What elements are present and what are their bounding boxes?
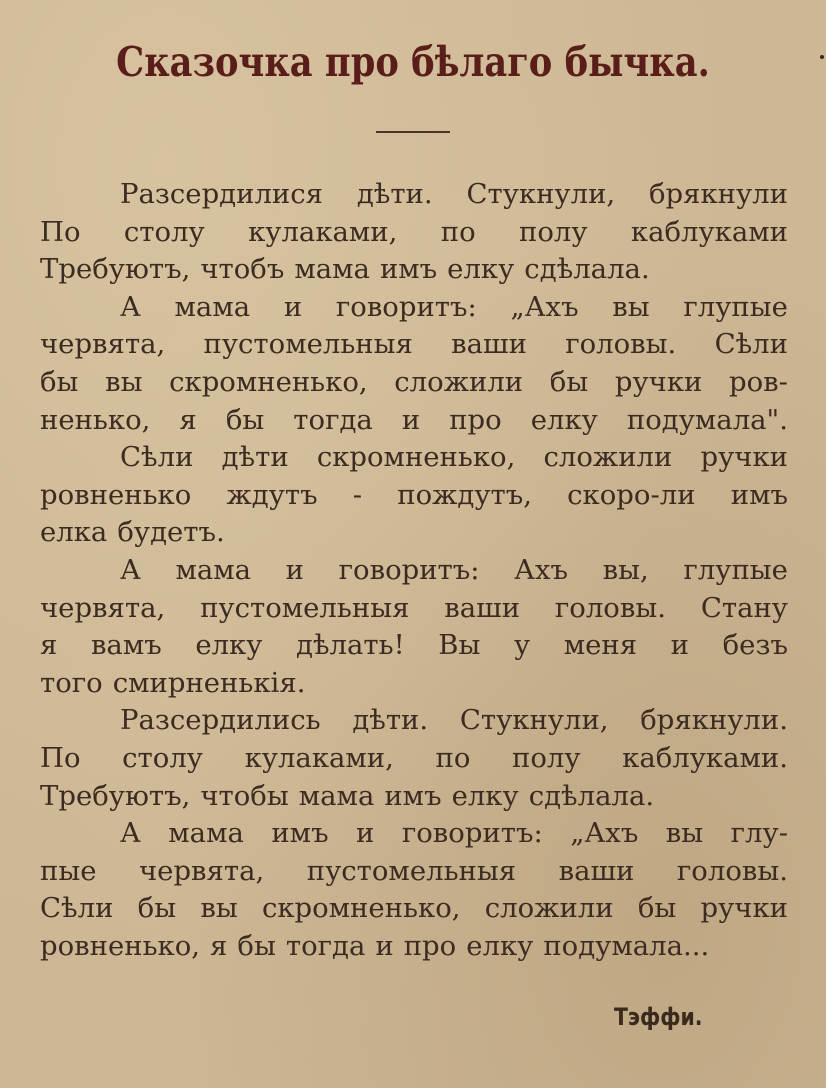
word: дѣти. xyxy=(356,178,433,210)
word: елка xyxy=(40,516,108,549)
word: Разсердились xyxy=(120,704,321,737)
word: скромненько, xyxy=(169,365,368,398)
word: говоритъ: xyxy=(338,553,480,586)
word: елку xyxy=(447,253,515,286)
word: ровненько xyxy=(40,478,192,511)
word: брякнули. xyxy=(640,704,788,737)
text-line xyxy=(40,665,788,703)
word: мама xyxy=(175,553,252,586)
word: елку xyxy=(451,779,519,812)
word: глупые xyxy=(683,553,788,586)
word: я xyxy=(179,403,197,436)
word: Стану xyxy=(700,591,788,624)
word: подумала... xyxy=(543,929,710,962)
word: говоритъ: xyxy=(401,817,543,850)
word: мама xyxy=(298,779,375,812)
word: и xyxy=(375,929,394,962)
text-line xyxy=(40,326,788,364)
word: По xyxy=(40,215,81,248)
word: дѣти. xyxy=(352,704,429,737)
word: столу xyxy=(122,741,203,774)
word: каблуками. xyxy=(622,741,788,774)
text-line xyxy=(40,815,788,853)
text-line xyxy=(40,627,788,665)
word: Требуютъ, xyxy=(40,779,191,812)
text-line xyxy=(40,552,788,590)
word: глу- xyxy=(730,817,788,850)
word: дѣлать! xyxy=(296,629,405,662)
text-line xyxy=(40,289,788,327)
word: полу xyxy=(511,741,581,774)
word: червята, xyxy=(40,591,166,624)
word: пустомельныя xyxy=(203,328,413,361)
word: бы xyxy=(225,403,265,436)
word: Сѣли xyxy=(714,328,788,361)
text-line xyxy=(40,477,788,515)
word: мама xyxy=(294,253,370,286)
title-divider xyxy=(376,131,450,133)
word: про xyxy=(403,929,457,962)
word: и xyxy=(356,817,375,850)
word: у xyxy=(513,629,531,662)
word: елку xyxy=(466,929,534,962)
word: пустомельныя xyxy=(306,854,517,887)
word: тогда xyxy=(285,929,366,962)
word: „Ахъ xyxy=(510,290,579,323)
text-line xyxy=(40,778,788,816)
text-line xyxy=(40,890,788,928)
word: имъ xyxy=(730,478,788,511)
word: того xyxy=(40,666,103,699)
word: глупые xyxy=(683,290,788,323)
story-text xyxy=(40,176,788,965)
word: головы. xyxy=(554,591,666,624)
word: ваши xyxy=(558,854,635,887)
word: вы xyxy=(612,290,650,323)
word: сложили xyxy=(394,365,524,398)
word: ручки xyxy=(700,892,788,925)
word: По xyxy=(40,741,81,774)
word: безъ xyxy=(722,629,788,662)
page-title: Сказочка про бѣлаго бычка. xyxy=(116,38,710,86)
word: бы xyxy=(40,365,79,398)
text-line xyxy=(40,439,788,477)
word: вы xyxy=(665,817,704,850)
text-line xyxy=(40,514,788,552)
word: А xyxy=(120,553,141,586)
word: мама xyxy=(168,817,244,850)
word: ваши xyxy=(444,591,521,624)
word: вы xyxy=(105,365,143,398)
word: елку xyxy=(195,629,263,662)
word: Ахъ xyxy=(514,553,569,586)
word: и xyxy=(401,403,421,436)
word: вы, xyxy=(602,553,649,586)
word: чтобы xyxy=(200,779,289,812)
word: Вы xyxy=(438,629,481,662)
word: Стукнули, xyxy=(466,178,616,210)
word: сдѣлала. xyxy=(528,779,655,812)
word: - xyxy=(352,478,363,511)
word: по xyxy=(440,215,476,248)
word: имъ xyxy=(379,253,438,286)
word: бы xyxy=(137,892,177,925)
text-line xyxy=(40,928,788,966)
word: ручки xyxy=(700,441,788,474)
word: А xyxy=(120,817,141,850)
word: пождутъ, xyxy=(397,478,532,511)
text-line xyxy=(40,214,788,252)
word: ждутъ xyxy=(226,478,318,511)
word: каблуками xyxy=(630,215,788,248)
word: имъ xyxy=(384,779,442,812)
word: тогда xyxy=(293,403,373,436)
word: и xyxy=(283,290,303,323)
word: бы xyxy=(549,365,589,398)
word: ровненько, xyxy=(40,929,201,962)
word: елку xyxy=(530,403,598,436)
word: Сѣли xyxy=(120,441,194,474)
word: ваши xyxy=(451,328,527,361)
word: сдѣлала. xyxy=(524,253,650,286)
word: пые xyxy=(40,854,97,887)
word: ров- xyxy=(729,365,788,398)
word: будетъ. xyxy=(117,516,225,549)
word: по xyxy=(435,741,471,774)
word: бы xyxy=(237,929,276,962)
word: говоритъ: xyxy=(335,290,477,323)
word: ненько, xyxy=(40,403,151,436)
word: Разсердилися xyxy=(120,178,323,210)
text-line xyxy=(40,176,788,214)
word: и xyxy=(285,553,304,586)
word: вамъ xyxy=(90,629,162,662)
word: кулаками, xyxy=(244,741,394,774)
word: скромненько, xyxy=(316,441,516,474)
word: столу xyxy=(123,215,205,248)
word: смирненькія. xyxy=(112,666,306,699)
word: головы. xyxy=(676,854,788,887)
word: головы. xyxy=(565,328,677,361)
word: ручки xyxy=(614,365,703,398)
text-line xyxy=(40,402,788,440)
word: и xyxy=(670,629,690,662)
word: полу xyxy=(518,215,588,248)
word: вы xyxy=(200,892,238,925)
word: брякнули xyxy=(648,178,788,210)
word: про xyxy=(449,403,502,436)
word: сложили xyxy=(484,892,614,925)
text-line xyxy=(40,702,788,740)
word: подумала". xyxy=(626,403,788,436)
word: имъ xyxy=(271,817,329,850)
word: бы xyxy=(637,892,677,925)
word: Сѣли xyxy=(40,892,114,925)
author-signature: Тэффи. xyxy=(614,1003,703,1031)
text-line xyxy=(40,590,788,628)
word: Стукнули, xyxy=(459,704,609,737)
word: червята, xyxy=(40,328,166,361)
word: скромненько, xyxy=(261,892,461,925)
word: скоро-ли xyxy=(567,478,696,511)
word: чтобъ xyxy=(200,253,285,286)
text-line xyxy=(40,740,788,778)
word: сложили xyxy=(543,441,673,474)
word: дѣти xyxy=(221,441,289,474)
word: „Ахъ xyxy=(570,817,639,850)
page-edge-mark xyxy=(820,55,824,59)
word: Требуютъ, xyxy=(40,253,191,286)
word: меня xyxy=(563,629,638,662)
text-line xyxy=(40,364,788,402)
word: я xyxy=(210,929,228,962)
word: А xyxy=(120,290,141,323)
text-line xyxy=(40,251,788,289)
word: кулаками, xyxy=(248,215,398,248)
text-line xyxy=(40,853,788,891)
word: мама xyxy=(174,290,251,323)
word: я xyxy=(40,629,58,662)
word: пустомельныя xyxy=(200,591,410,624)
word: червята, xyxy=(139,854,265,887)
